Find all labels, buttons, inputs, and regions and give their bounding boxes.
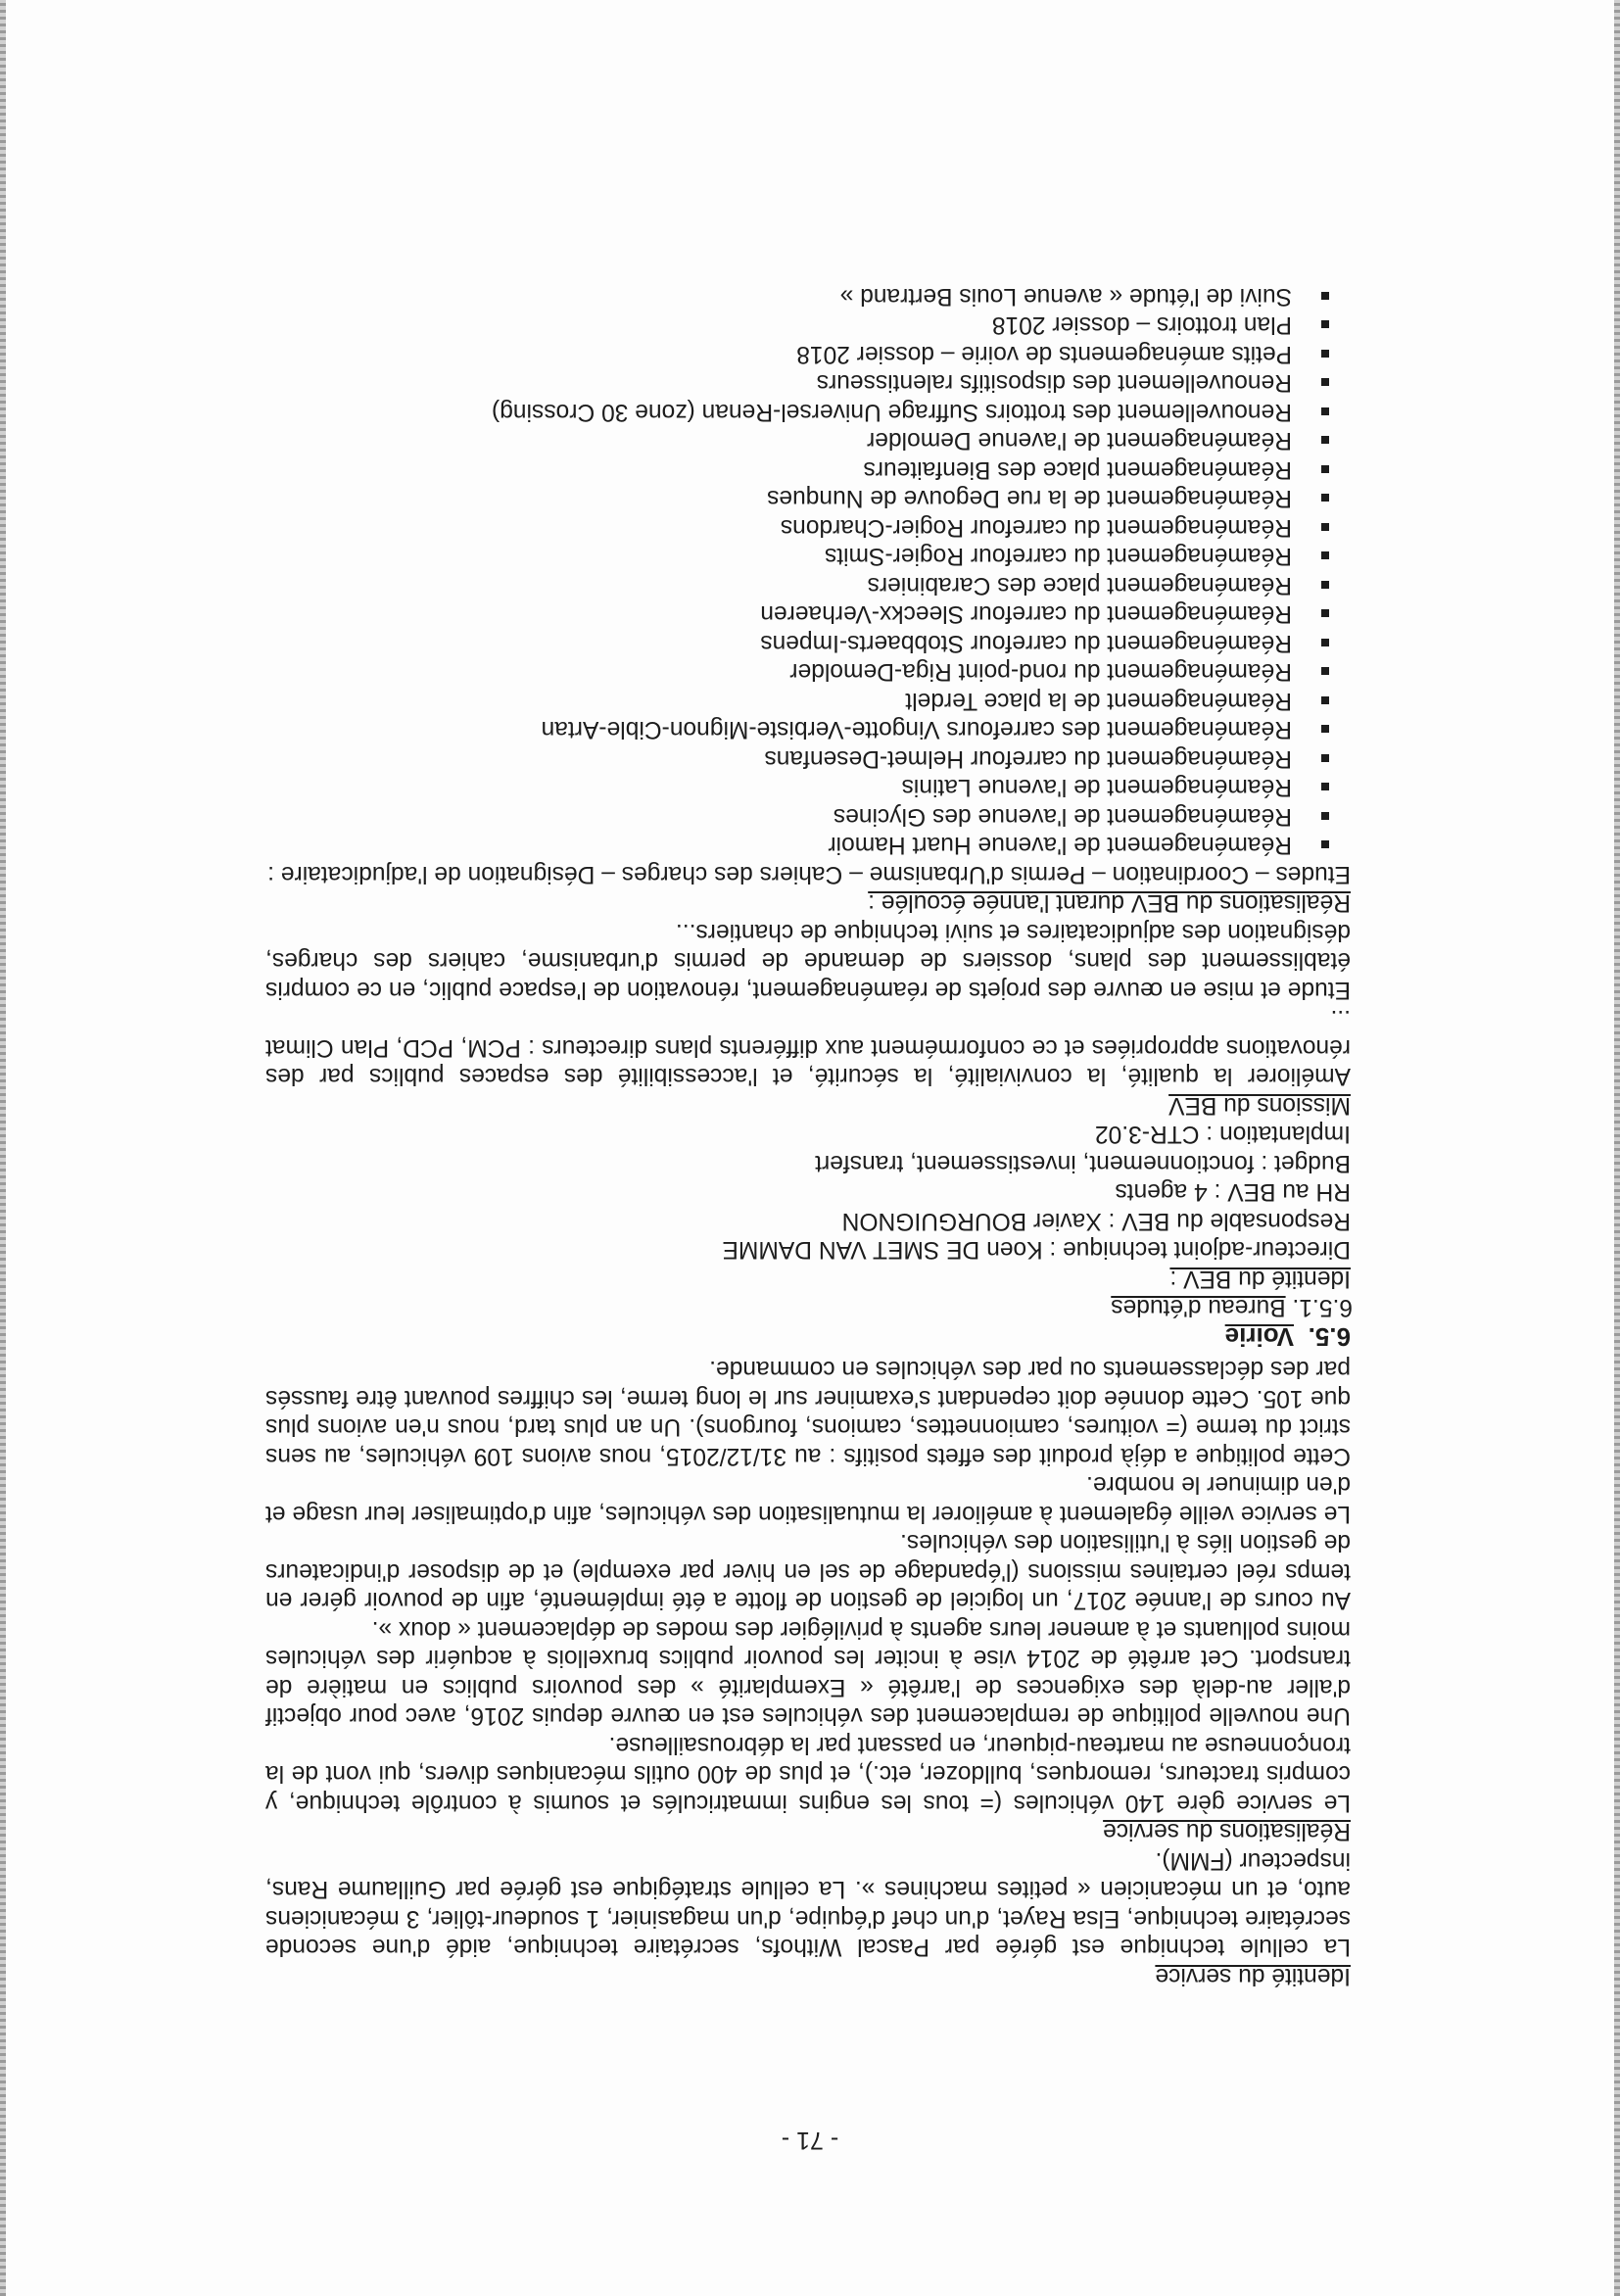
project-label: Plan trottoirs – dossier 2018 xyxy=(991,311,1292,339)
bullet-square-icon xyxy=(1321,321,1329,329)
project-label: Réaménagement de l'avenue Latinis xyxy=(901,774,1292,801)
bullet-square-icon xyxy=(1321,292,1329,300)
list-item xyxy=(265,657,1311,687)
service-paragraph: Le service veille également à améliorer la mutualisation des véhicules, afin d'optimaliser leur usage et d'en diminuer le nombre. xyxy=(265,1471,1351,1527)
bev-mission: Etude et mise en œuvre des projets de réaménagement, rénovation de l'espace public, en ce compris établissement des plans, dossiers de demande de permis d'urbanisme, cahiers des charges, désignation des adjudicataires et suivi technique de chantiers... xyxy=(265,919,1351,1003)
project-label: Réaménagement place des Bienfaiteurs xyxy=(863,456,1292,483)
bullet-square-icon xyxy=(1321,350,1329,358)
list-item xyxy=(265,340,1311,369)
bullet-square-icon xyxy=(1321,812,1329,820)
bullet-square-icon xyxy=(1321,696,1329,704)
service-achievements-heading: Réalisations du service xyxy=(1103,1818,1351,1845)
bullet-square-icon xyxy=(1321,610,1329,618)
bullet-square-icon xyxy=(1321,407,1329,415)
project-label: Réaménagement place des Carabiniers xyxy=(867,572,1292,598)
list-item xyxy=(265,687,1311,716)
page-body xyxy=(265,282,1351,1991)
bev-identity-line: RH au BEV : 4 agents xyxy=(1115,1178,1351,1206)
bev-identity-line: Budget : fonctionnement, investissement, transfert xyxy=(815,1150,1351,1176)
subsection-title: Bureau d'études xyxy=(1111,1294,1286,1321)
bullet-square-icon xyxy=(1321,668,1329,676)
scan-edge-left xyxy=(1614,0,1620,2296)
bev-mission: Améliorer la qualité, la convivialité, la sécurité, et l'accessibilité des espaces publics par des rénovations appropriées et ce conformément aux différents plans directeurs : PCM, PCD, Plan Climat ... xyxy=(265,1005,1351,1090)
bev-identity-heading: Identité du BEV : xyxy=(1169,1266,1351,1292)
project-label: Réaménagement de l'avenue Demolder xyxy=(867,427,1292,454)
subsection-number: 6.5.1. xyxy=(1292,1294,1353,1321)
service-paragraph: Le service gère 140 véhicules (= tous les engins immatriculés et soumis à contrôle technique, y compris tracteurs, remorques, bulldozer, etc.), et plus de 400 outils mécaniques divers, qui vont de la tronçonneuse au marteau-piqueur, en passant par la débrousailleuse. xyxy=(265,1732,1351,1816)
project-label: Réaménagement de la rue Degouve de Nunques xyxy=(767,485,1292,512)
list-item xyxy=(265,282,1311,311)
list-item xyxy=(265,802,1311,832)
service-paragraph: Au cours de l'année 2017, un logiciel de gestion de flotte a été implémenté, afin de pouvoir gérer en temps réel certaines missions (l'épandage de sel en hiver par exemple) et de disposer d'indicateurs de gestion liés à l'utilisation des véhicules. xyxy=(265,1529,1351,1614)
project-label: Suivi de l'étude « avenue Louis Bertrand » xyxy=(839,283,1292,310)
list-item xyxy=(265,455,1311,485)
bullet-square-icon xyxy=(1321,784,1329,791)
bullet-square-icon xyxy=(1321,639,1329,646)
list-item xyxy=(265,831,1311,860)
list-item xyxy=(265,715,1311,744)
project-label: Réaménagement du carrefour Stobbaerts-Impens xyxy=(760,630,1292,656)
section-number: 6.5. xyxy=(1308,1322,1351,1352)
list-item xyxy=(265,368,1311,398)
bev-achievements-intro: Etudes – Coordination – Permis d'Urbanisme – Cahiers des charges – Désignation de l'adjudicataire : xyxy=(267,861,1351,887)
list-item xyxy=(265,513,1311,543)
bev-achievements-heading: Réalisations du BEV durant l'année écoulée : xyxy=(868,889,1351,917)
project-label: Renouvellement des dispositifs ralentisseurs xyxy=(816,369,1292,397)
section-heading xyxy=(265,1322,1351,1352)
page-number: - 71 - xyxy=(781,2127,839,2154)
project-label: Réaménagement du carrefour Sleeckx-Verhaeren xyxy=(760,600,1292,628)
project-label: Réaménagement du carrefour Rogier-Chardons xyxy=(780,514,1292,541)
subsection-heading xyxy=(265,1293,1353,1322)
bullet-square-icon xyxy=(1321,523,1329,531)
service-identity-heading: Identité du service xyxy=(1155,1963,1351,1989)
service-paragraph: Cette politique a déjà produit des effets positifs : au 31/12/2015, nous avions 109 véhicules, au sens strict du terme (= voitures, camionnettes, camions, fourgons). Un an plus tard, nous n'en avions plus que 105. Cette donnée doit cependant s'examiner sur le long terme, les chiffres pouvant être faussés par des déclassements ou par des véhicules en commande. xyxy=(265,1356,1351,1469)
bullet-square-icon xyxy=(1321,552,1329,560)
list-item xyxy=(265,744,1311,774)
project-label: Réaménagement de l'avenue des Glycines xyxy=(833,803,1292,830)
bullet-square-icon xyxy=(1321,379,1329,387)
service-identity-text: La cellule technique est gérée par Pascal Withofs, secrétaire technique, aidé d'une seconde secrétaire technique, Elsa Rayet, d'un chef d'équipe, d'un magasinier, 1 soudeur-tôlier, 3 mécaniciens auto, et un mécanicien « petites machines ». La cellule stratégique est gérée par Guillaume Rans, inspecteur (FMM). xyxy=(265,1847,1351,1961)
bev-identity-line: Implantation : CTR-3.02 xyxy=(1094,1121,1351,1148)
section-title: Voirie xyxy=(1224,1322,1294,1352)
bullet-square-icon xyxy=(1321,581,1329,589)
scan-edge-right xyxy=(0,0,6,2296)
bullet-square-icon xyxy=(1321,754,1329,762)
project-label: Réaménagement du carrefour Rogier-Smits xyxy=(824,543,1292,570)
project-label: Réaménagement du rond-point Riga-Demolder xyxy=(789,658,1292,686)
list-item xyxy=(265,426,1311,455)
bev-identity-line: Responsable du BEV : Xavier BOURGUIGNON xyxy=(841,1208,1351,1234)
project-label: Réaménagement de la place Terdelt xyxy=(905,688,1292,714)
project-label: Réaménagement des carrefours Vingotte-Verbiste-Mignon-Cible-Artan xyxy=(541,716,1292,743)
bullet-square-icon xyxy=(1321,841,1329,849)
project-label: Renouvellement des trottoirs Suffrage Universel-Renan (zone 30 Crossing) xyxy=(491,399,1292,425)
list-item xyxy=(265,542,1311,571)
service-paragraph: Une nouvelle politique de remplacement des véhicules est en œuvre depuis 2016, avec pour objectif d'aller au-delà des exigences de l'arrêté « Exemplarité » des pouvoirs publics en matière de transport. Cet arrêté de 2014 vise à inciter les pouvoir publics bruxellois à acquérir des véhicules moins polluants et à amener leurs agents à privilégier des modes de déplacement « doux ». xyxy=(265,1616,1351,1730)
list-item xyxy=(265,773,1311,802)
project-list xyxy=(265,282,1351,860)
list-item xyxy=(265,311,1311,340)
bev-identity-line: Directeur-adjoint technique : Koen DE SMET VAN DAMME xyxy=(722,1236,1351,1264)
bullet-square-icon xyxy=(1321,465,1329,473)
bullet-square-icon xyxy=(1321,726,1329,734)
project-label: Réaménagement de l'avenue Huart Hamoir xyxy=(828,832,1292,859)
bullet-square-icon xyxy=(1321,437,1329,445)
project-label: Petits aménagements de voirie – dossier 2018 xyxy=(796,341,1292,367)
project-label: Réaménagement du carrefour Helmet-Desenfans xyxy=(764,745,1292,772)
list-item xyxy=(265,484,1311,513)
list-item xyxy=(265,629,1311,658)
bev-missions-heading: Missions du BEV xyxy=(1168,1092,1351,1119)
list-item xyxy=(265,599,1311,629)
list-item xyxy=(265,398,1311,427)
bullet-square-icon xyxy=(1321,495,1329,502)
list-item xyxy=(265,571,1311,600)
